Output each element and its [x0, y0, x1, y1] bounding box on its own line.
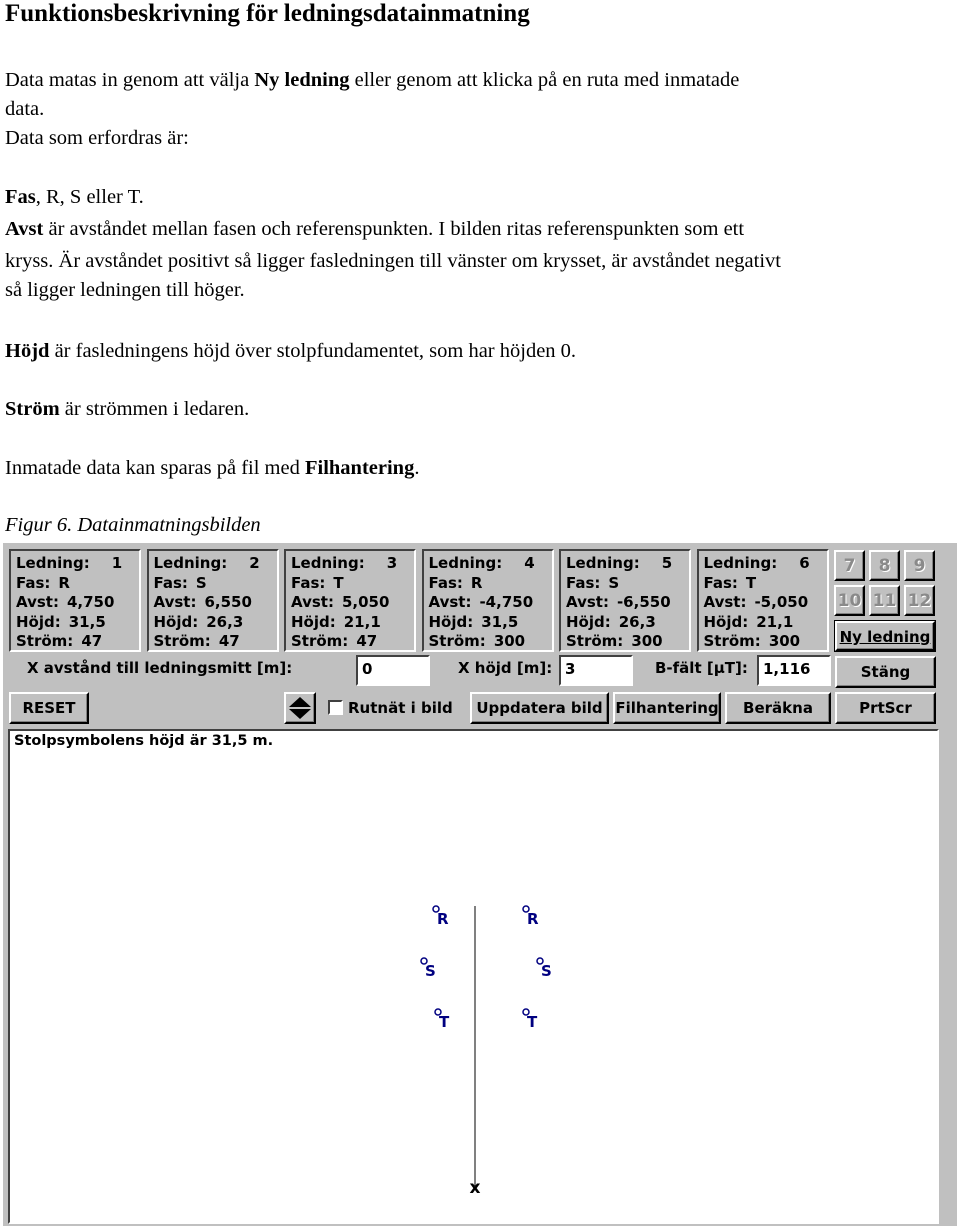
- field-label: Höjd:: [703, 612, 749, 631]
- line-field-ledning: [16, 554, 139, 574]
- field-label: Ledning:: [428, 554, 503, 572]
- field-label: Höjd:: [566, 612, 611, 631]
- field-value: 3: [386, 554, 398, 572]
- field-label: Avst:: [566, 593, 609, 611]
- line-field-ledning: [429, 554, 552, 574]
- field-value: 6: [799, 554, 810, 572]
- field-value: -5,050: [754, 593, 809, 611]
- field-label: Avst:: [428, 593, 472, 611]
- field-value: T: [745, 573, 757, 592]
- line-field-hojd: [429, 613, 552, 633]
- line-slot-7-button[interactable]: 7: [834, 550, 865, 581]
- line-panel-2[interactable]: [147, 549, 279, 652]
- line-field-fas: [566, 574, 689, 594]
- line-panel-5[interactable]: [559, 549, 691, 652]
- plot-message: Stolpsymbolens höjd är 31,5 m.: [14, 733, 274, 749]
- field-value: 47: [356, 632, 378, 650]
- line-field-strom: [566, 632, 689, 652]
- field-value: 1: [111, 554, 123, 572]
- line-slot-10-button[interactable]: 10: [834, 585, 865, 616]
- field-label: Ledning:: [291, 554, 365, 572]
- field-value: S: [608, 573, 620, 592]
- field-label: Ledning:: [16, 554, 90, 572]
- grid-checkbox-label: Rutnät i bild: [348, 699, 453, 717]
- field-label: Ström:: [16, 632, 74, 650]
- line-field-strom: [291, 632, 414, 652]
- field-value: S: [195, 573, 207, 592]
- line-slot-12-button[interactable]: 12: [904, 585, 935, 616]
- line-field-ledning: [704, 554, 827, 574]
- field-value: 4: [524, 554, 535, 572]
- up-down-arrow-icon: [286, 694, 314, 722]
- file-handling-button[interactable]: Filhantering: [613, 692, 721, 724]
- field-label: Höjd:: [291, 612, 336, 631]
- field-label: Fas:: [428, 573, 463, 592]
- conductor-label-6: T: [527, 1013, 538, 1031]
- field-label: Ledning:: [153, 554, 228, 572]
- line-field-avst: [566, 593, 689, 613]
- line-field-avst: [16, 593, 139, 613]
- paragraph-required: Data som erfordras är:: [5, 127, 189, 149]
- line-field-strom: [704, 632, 827, 652]
- line-field-fas: [154, 574, 277, 594]
- field-value: 5,050: [341, 593, 390, 611]
- field-label: Fas:: [291, 573, 326, 592]
- paragraph-avst-3: så ligger ledningen till höger.: [5, 279, 245, 301]
- line-slot-11-button[interactable]: 11: [869, 585, 900, 616]
- conductor-label-3: T: [439, 1013, 450, 1031]
- field-value: 300: [493, 632, 526, 650]
- field-label: Höjd:: [16, 612, 61, 631]
- x-distance-field[interactable]: 0: [356, 655, 430, 686]
- line-field-strom: [154, 632, 277, 652]
- field-label: Ström:: [153, 632, 211, 650]
- line-slot-8-button[interactable]: 8: [869, 550, 900, 581]
- field-value: 47: [81, 632, 103, 650]
- paragraph-avst-2: kryss. Är avståndet positivt så ligger fasledningen till vänster om krysset, är avståndet negativt: [5, 250, 781, 272]
- field-label: Avst:: [703, 593, 747, 611]
- field-value: T: [333, 573, 344, 592]
- field-value: 4,750: [66, 593, 115, 611]
- paragraph-avst: Avst är avståndet mellan fasen och referenspunkten. I bilden ritas referenspunkten som ett: [5, 218, 745, 240]
- line-field-fas: [704, 574, 827, 594]
- field-label: Avst:: [16, 593, 59, 611]
- field-value: 2: [249, 554, 260, 572]
- conductor-label-4: R: [527, 910, 539, 928]
- paragraph-intro: Data matas in genom att välja Ny ledning eller genom att klicka på en ruta med inmatade: [5, 69, 740, 91]
- line-panel-4[interactable]: [422, 549, 554, 652]
- field-value: 31,5: [481, 612, 519, 631]
- update-image-button[interactable]: Uppdatera bild: [470, 692, 609, 724]
- field-label: Ledning:: [703, 554, 778, 572]
- field-label: Höjd:: [428, 612, 474, 631]
- field-label: Ström:: [703, 632, 761, 650]
- line-panel-6[interactable]: [697, 549, 829, 652]
- field-label: Ledning:: [566, 554, 640, 572]
- field-value: 6,550: [204, 593, 252, 611]
- x-distance-label: X avstånd till ledningsmitt [m]:: [27, 659, 293, 677]
- line-field-ledning: [154, 554, 277, 574]
- paragraph-hojd: Höjd är fasledningens höjd över stolpfundamentet, som har höjden 0.: [5, 340, 577, 362]
- line-field-avst: [704, 593, 827, 613]
- conductor-label-1: R: [437, 910, 449, 928]
- b-field-label: B-fält [µT]:: [655, 659, 748, 677]
- field-value: 26,3: [618, 612, 656, 631]
- field-label: Fas:: [703, 573, 738, 592]
- paragraph-filhantering: Inmatade data kan sparas på fil med Filhantering.: [5, 457, 420, 479]
- line-field-fas: [16, 574, 139, 594]
- data-input-window: [3, 543, 957, 1226]
- line-field-strom: [429, 632, 552, 652]
- line-field-avst: [429, 593, 552, 613]
- field-value: -4,750: [479, 593, 534, 611]
- line-field-fas: [429, 574, 552, 594]
- figure-caption: Figur 6. Datainmatningsbilden: [5, 514, 261, 536]
- line-field-strom: [16, 632, 139, 652]
- x-height-field[interactable]: 3: [559, 655, 633, 686]
- paragraph-intro-cont: data.: [5, 98, 45, 120]
- calculate-button[interactable]: Beräkna: [725, 692, 831, 724]
- field-label: Avst:: [153, 593, 197, 611]
- line-field-avst: [291, 593, 414, 613]
- line-slot-9-button[interactable]: 9: [904, 550, 935, 581]
- field-value: 21,1: [343, 612, 381, 631]
- line-field-fas: [291, 574, 414, 594]
- line-field-hojd: [704, 613, 827, 633]
- line-field-ledning: [566, 554, 689, 574]
- print-screen-button[interactable]: PrtScr: [835, 692, 936, 724]
- grid-checkbox[interactable]: [328, 700, 343, 715]
- reference-cross-marker: x: [469, 1178, 481, 1198]
- field-value: 47: [218, 632, 240, 650]
- reset-button[interactable]: RESET: [9, 692, 89, 724]
- field-value: R: [58, 573, 70, 592]
- field-value: 300: [768, 632, 801, 650]
- scale-spinner[interactable]: [284, 692, 316, 724]
- field-value: 21,1: [756, 612, 794, 631]
- close-button[interactable]: Stäng: [835, 656, 936, 688]
- field-value: 31,5: [68, 612, 106, 631]
- field-value: R: [470, 573, 483, 592]
- field-label: Ström:: [566, 632, 624, 650]
- paragraph-fas: Fas, R, S eller T.: [5, 186, 144, 208]
- field-label: Fas:: [16, 573, 51, 592]
- field-label: Fas:: [566, 573, 601, 592]
- line-field-hojd: [566, 613, 689, 633]
- field-label: Avst:: [291, 593, 334, 611]
- field-label: Ström:: [428, 632, 486, 650]
- conductor-label-5: S: [541, 962, 552, 980]
- paragraph-strom: Ström är strömmen i ledaren.: [5, 398, 250, 420]
- field-label: Fas:: [153, 573, 188, 592]
- line-field-hojd: [16, 613, 139, 633]
- field-value: 5: [661, 554, 673, 572]
- x-height-label: X höjd [m]:: [458, 659, 553, 677]
- field-value: 26,3: [206, 612, 244, 631]
- field-value: -6,550: [616, 593, 671, 611]
- line-field-hojd: [291, 613, 414, 633]
- field-value: 300: [631, 632, 663, 650]
- field-label: Ström:: [291, 632, 349, 650]
- line-panel-1[interactable]: [9, 549, 141, 652]
- b-field-field: 1,116: [757, 655, 831, 686]
- new-line-button[interactable]: Ny ledning: [835, 621, 935, 651]
- line-panel-3[interactable]: [284, 549, 416, 652]
- plot-canvas[interactable]: [8, 729, 939, 1224]
- conductor-label-2: S: [425, 962, 436, 980]
- line-field-hojd: [154, 613, 277, 633]
- line-field-ledning: [291, 554, 414, 574]
- line-field-avst: [154, 593, 277, 613]
- document-title: Funktionsbeskrivning för ledningsdatainmatning: [5, 0, 530, 27]
- field-label: Höjd:: [153, 612, 199, 631]
- tower-drawing: [10, 731, 937, 1222]
